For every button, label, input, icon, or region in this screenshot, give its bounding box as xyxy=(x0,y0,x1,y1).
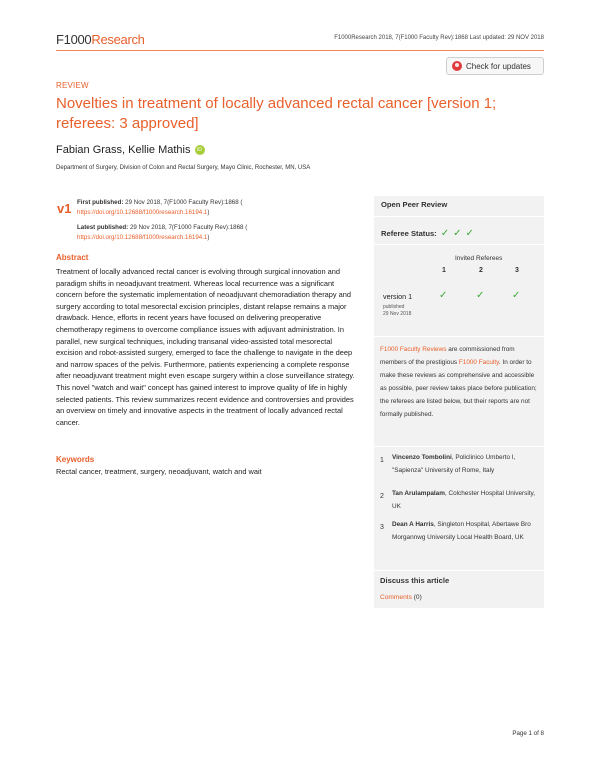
comments xyxy=(380,594,422,601)
referee-number: 2 xyxy=(380,493,384,500)
keywords-heading: Keywords xyxy=(56,455,95,464)
version-row-label[interactable]: version 1 xyxy=(383,292,413,301)
latest-published-label: Latest published: xyxy=(77,224,129,231)
check-for-updates-button[interactable] xyxy=(446,57,544,75)
author-names[interactable]: Fabian Grass, Kellie Mathis xyxy=(56,144,191,156)
faculty-link[interactable]: F1000 Faculty xyxy=(458,359,499,366)
open-peer-review-heading: Open Peer Review xyxy=(381,200,448,209)
referee-affiliation: , Policlinico Umberto I, "Sapienza" University of Rome, Italy xyxy=(392,454,516,474)
faculty-note-text-2: . In order to make these reviews as comprehensive and accessible as possible, peer review takes place before publication; the referees are listed below, but their reports are not formally published. xyxy=(380,359,537,418)
f1000-logo xyxy=(56,32,145,47)
referee-number: 3 xyxy=(380,524,384,531)
article-title: Novelties in treatment of locally advanced rectal cancer [version 1; referees: 3 approved] xyxy=(56,95,497,132)
referee-name: Tan Arulampalam xyxy=(392,490,445,497)
panel-divider xyxy=(374,244,544,245)
latest-published xyxy=(77,223,357,243)
affiliation: Department of Surgery, Division of Colon and Rectal Surgery, Mayo Clinic, Rochester, MN, USA xyxy=(56,165,311,171)
header-meta: F1000Research 2018, 7(F1000 Faculty Rev):1868 Last updated: 29 NOV 2018 xyxy=(334,35,544,41)
authors xyxy=(56,144,205,156)
comments-link[interactable]: Comments xyxy=(380,594,412,601)
referee-affiliation: , Singleton Hospital, Abertawe Bro Morgannwg University Local Health Board, UK xyxy=(392,521,531,541)
crossmark-icon xyxy=(452,61,462,71)
referee-name: Dean A Harris xyxy=(392,521,434,528)
header-divider xyxy=(56,50,544,51)
keywords-text: Rectal cancer, treatment, surgery, neoadjuvant, watch and wait xyxy=(56,467,262,476)
orcid-icon[interactable]: iD xyxy=(195,145,205,155)
referee-item xyxy=(380,452,542,477)
faculty-review-note xyxy=(380,343,542,421)
latest-published-value: 29 Nov 2018, 7(F1000 Faculty Rev):1868 ( xyxy=(129,224,248,231)
version-row-date xyxy=(383,304,411,318)
check-icon: ✓ xyxy=(453,228,462,239)
logo-text-research: Research xyxy=(91,32,145,47)
article-type-label: REVIEW xyxy=(56,81,89,90)
version-badge: v1 xyxy=(57,201,72,216)
panel-divider xyxy=(374,446,544,447)
referee-status-label: Referee Status: xyxy=(381,229,437,238)
latest-close-paren: ) xyxy=(207,234,210,241)
discuss-heading: Discuss this article xyxy=(380,576,450,585)
referee-number: 1 xyxy=(380,457,384,464)
abstract-text: Treatment of locally advanced rectal cancer is evolving through surgical innovation and paradigm shifts in neoadjuvant treatment. Whereas local recurrence was a significant concern before the systematic implementation of neoadjuvant chemoradiation therapy and surgery according to total mesorectal excision principles, distant relapse remains a major drawback. Hence, efforts in recent years have focused on delivering preoperative chemotherapy regimens to overcome compliance issues with adjuvant administration. In parallel, new surgical techniques, including transanal video-assisted total mesorectal excision and robot-assisted surgery, emerged to face the challenge to navigate in the deep and narrow spaces of the pelvis. Furthermore, patients experiencing a complete response after neoadjuvant treatment might even escape surgery within a close surveillance strategy. This novel "watch and wait" concept has gained interest to improve quality of life in highly selected patients. This review summarizes recent evidence and controversies and provides an overview on timely and innovative aspects in the treatment of locally advanced rectal cancer. xyxy=(56,267,355,427)
panel-divider xyxy=(374,570,544,571)
first-published-label: First published: xyxy=(77,199,124,206)
panel-divider xyxy=(374,336,544,337)
first-published-doi-link[interactable]: https://doi.org/10.12688/f1000research.16194.1 xyxy=(77,209,208,216)
faculty-note-text-1: are commissioned from members of the prestigious xyxy=(380,346,515,366)
check-for-updates-label: Check for updates xyxy=(466,61,531,71)
page-number: Page 1 of 8 xyxy=(512,730,544,737)
panel-divider xyxy=(374,216,544,217)
check-icon: ✓ xyxy=(440,228,450,239)
referee-column-3: 3 xyxy=(515,267,519,274)
check-icon[interactable]: ✓ xyxy=(439,290,448,301)
referee-status xyxy=(381,228,474,239)
first-close-paren: ) xyxy=(207,209,210,216)
comments-count: (0) xyxy=(411,594,422,601)
referee-name: Vincenzo Tombolini xyxy=(392,454,452,461)
check-icon[interactable]: ✓ xyxy=(512,290,521,301)
abstract-heading: Abstract xyxy=(56,253,89,262)
invited-referees-label: Invited Referees xyxy=(455,255,503,262)
version-date: 29 Nov 2018 xyxy=(383,311,412,317)
latest-published-doi-link[interactable]: https://doi.org/10.12688/f1000research.16194.1 xyxy=(77,234,208,241)
version-published-label: published xyxy=(383,304,405,310)
referee-column-1: 1 xyxy=(442,267,446,274)
logo-text-f1000: F1000 xyxy=(56,32,92,47)
referee-column-2: 2 xyxy=(479,267,483,274)
referee-item xyxy=(380,488,542,513)
check-icon[interactable]: ✓ xyxy=(476,290,485,301)
referee-affiliation: , Colchester Hospital University, UK xyxy=(392,490,536,510)
referee-item xyxy=(380,519,542,544)
first-published xyxy=(77,198,357,218)
check-icon: ✓ xyxy=(465,228,474,239)
faculty-reviews-link[interactable]: F1000 Faculty Reviews xyxy=(380,346,447,353)
first-published-value: 29 Nov 2018, 7(F1000 Faculty Rev):1868 ( xyxy=(125,199,243,206)
